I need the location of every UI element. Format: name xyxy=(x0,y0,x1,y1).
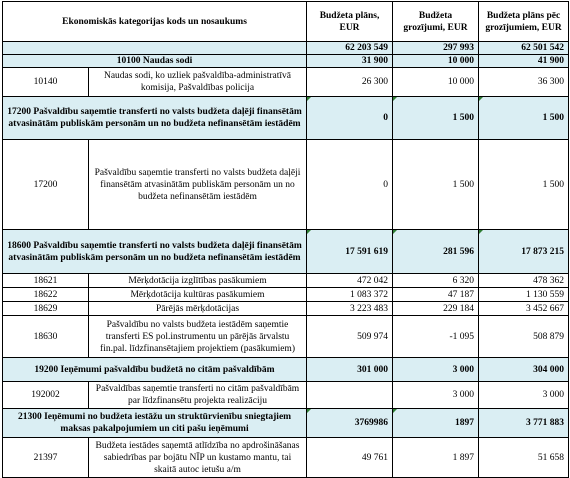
item-changes: 6 320 xyxy=(393,274,479,288)
item-row-192002 xyxy=(3,382,569,409)
item-plan: 0 xyxy=(307,140,393,230)
item-plan: 49 761 xyxy=(307,438,393,478)
item-code: 17200 xyxy=(3,140,89,230)
item-after: 51 658 xyxy=(479,438,569,478)
group-after: 1 500 xyxy=(479,97,569,140)
item-after: 508 879 xyxy=(479,316,569,358)
item-code: 192002 xyxy=(3,382,89,409)
item-code: 18630 xyxy=(3,316,89,358)
item-changes: 3 000 xyxy=(393,382,479,409)
group-changes: 281 596 xyxy=(393,230,479,274)
item-after: 3 452 667 xyxy=(479,302,569,316)
item-code: 18629 xyxy=(3,302,89,316)
item-desc: Mērķdotācija kultūras pasākumiem xyxy=(89,288,307,302)
item-after: 1 500 xyxy=(479,140,569,230)
item-plan: 3 223 483 xyxy=(307,302,393,316)
group-row-17200 xyxy=(3,97,569,140)
group-row-21300 xyxy=(3,409,569,438)
group-changes: 1 500 xyxy=(393,97,479,140)
group-title: 21300 Ieņēmumi no budžeta iestāžu un struktūrvienību sniegtajiem maksas pakalpojumiem un citi pašu ieņēmumi xyxy=(3,409,307,438)
group-row-19200 xyxy=(3,358,569,382)
totals-label xyxy=(3,42,307,55)
group-changes: 10 000 xyxy=(393,55,479,68)
item-code: 21397 xyxy=(3,438,89,478)
item-plan: 26 300 xyxy=(307,68,393,97)
item-after: 3 000 xyxy=(479,382,569,409)
item-desc: Naudas sodi, ko uzliek pašvaldība-administratīvā komisija, Pašvaldības policija xyxy=(89,68,307,97)
group-row-10100 xyxy=(3,55,569,68)
item-changes: 10 000 xyxy=(393,68,479,97)
group-plan: 301 000 xyxy=(307,358,393,382)
item-desc: Pašvaldību no valsts budžeta iestādēm saņemtie transferti ES pol.instrumentu un pārējās ārvalstu fin.pal. līdzfinansētajiem projektiem (pasākumiem) xyxy=(89,316,307,358)
group-changes: 3 000 xyxy=(393,358,479,382)
header-after: Budžeta plāns pēc grozījumiem, EUR xyxy=(479,2,569,42)
group-plan: 17 591 619 xyxy=(307,230,393,274)
group-plan: 3769986 xyxy=(307,409,393,438)
budget-table xyxy=(2,1,569,478)
item-after: 36 300 xyxy=(479,68,569,97)
group-title: 18600 Pašvaldību saņemtie transferti no valsts budžeta daļēji finansētām atvasinātām publiskām personām un no budžeta nefinansētām iestādēm xyxy=(3,230,307,274)
group-title: 17200 Pašvaldību saņemtie transferti no valsts budžeta daļēji finansētām atvasinātām publiskām personām un no budžeta nefinansētām iestādēm xyxy=(3,97,307,140)
item-desc: Pārējās mērķdotācijas xyxy=(89,302,307,316)
item-plan xyxy=(307,382,393,409)
group-after: 41 900 xyxy=(479,55,569,68)
item-after: 478 362 xyxy=(479,274,569,288)
group-title: 19200 Ieņēmumi pašvaldību budžetā no citām pašvaldībām xyxy=(3,358,307,382)
item-plan: 1 083 372 xyxy=(307,288,393,302)
item-desc: Mērķdotācija izglītības pasākumiem xyxy=(89,274,307,288)
header-changes: Budžeta grozījumi, EUR xyxy=(393,2,479,42)
item-changes: 1 897 xyxy=(393,438,479,478)
item-desc: Pašvaldības saņemtie transferti no citām pašvaldībām par līdzfinansētu projekta realizāciju xyxy=(89,382,307,409)
item-plan: 509 974 xyxy=(307,316,393,358)
group-plan: 31 900 xyxy=(307,55,393,68)
totals-changes: 297 993 xyxy=(393,42,479,55)
item-desc: Pašvaldību saņemtie transferti no valsts budžeta daļēji finansētām atvasinātām publiskām personām un no budžeta nefinansētām iestādēm xyxy=(89,140,307,230)
item-changes: 47 187 xyxy=(393,288,479,302)
item-changes: -1 095 xyxy=(393,316,479,358)
item-after: 1 130 559 xyxy=(479,288,569,302)
item-code: 18621 xyxy=(3,274,89,288)
totals-plan: 62 203 549 xyxy=(307,42,393,55)
header-category: Ekonomiskās kategorijas kods un nosaukums xyxy=(3,2,307,42)
group-after: 17 873 215 xyxy=(479,230,569,274)
group-after: 3 771 883 xyxy=(479,409,569,438)
item-row-18629 xyxy=(3,302,569,316)
group-title: 10100 Naudas sodi xyxy=(3,55,307,68)
item-row-18621 xyxy=(3,274,569,288)
item-row-10140 xyxy=(3,68,569,97)
item-changes: 229 184 xyxy=(393,302,479,316)
group-after: 304 000 xyxy=(479,358,569,382)
item-code: 18622 xyxy=(3,288,89,302)
group-changes: 1897 xyxy=(393,409,479,438)
item-changes: 1 500 xyxy=(393,140,479,230)
item-row-21397 xyxy=(3,438,569,478)
totals-after: 62 501 542 xyxy=(479,42,569,55)
header-plan: Budžeta plāns, EUR xyxy=(307,2,393,42)
totals-row xyxy=(3,42,569,55)
item-code: 10140 xyxy=(3,68,89,97)
item-row-17200 xyxy=(3,140,569,230)
group-plan: 0 xyxy=(307,97,393,140)
header-row xyxy=(3,2,569,42)
group-row-18600 xyxy=(3,230,569,274)
item-desc: Budžeta iestādes saņemtā atlīdzība no apdrošināšanas sabiedrības par bojātu NĪP un kustamo mantu, tai skaitā autoc ietušu a/m xyxy=(89,438,307,478)
item-row-18622 xyxy=(3,288,569,302)
item-plan: 472 042 xyxy=(307,274,393,288)
item-row-18630 xyxy=(3,316,569,358)
